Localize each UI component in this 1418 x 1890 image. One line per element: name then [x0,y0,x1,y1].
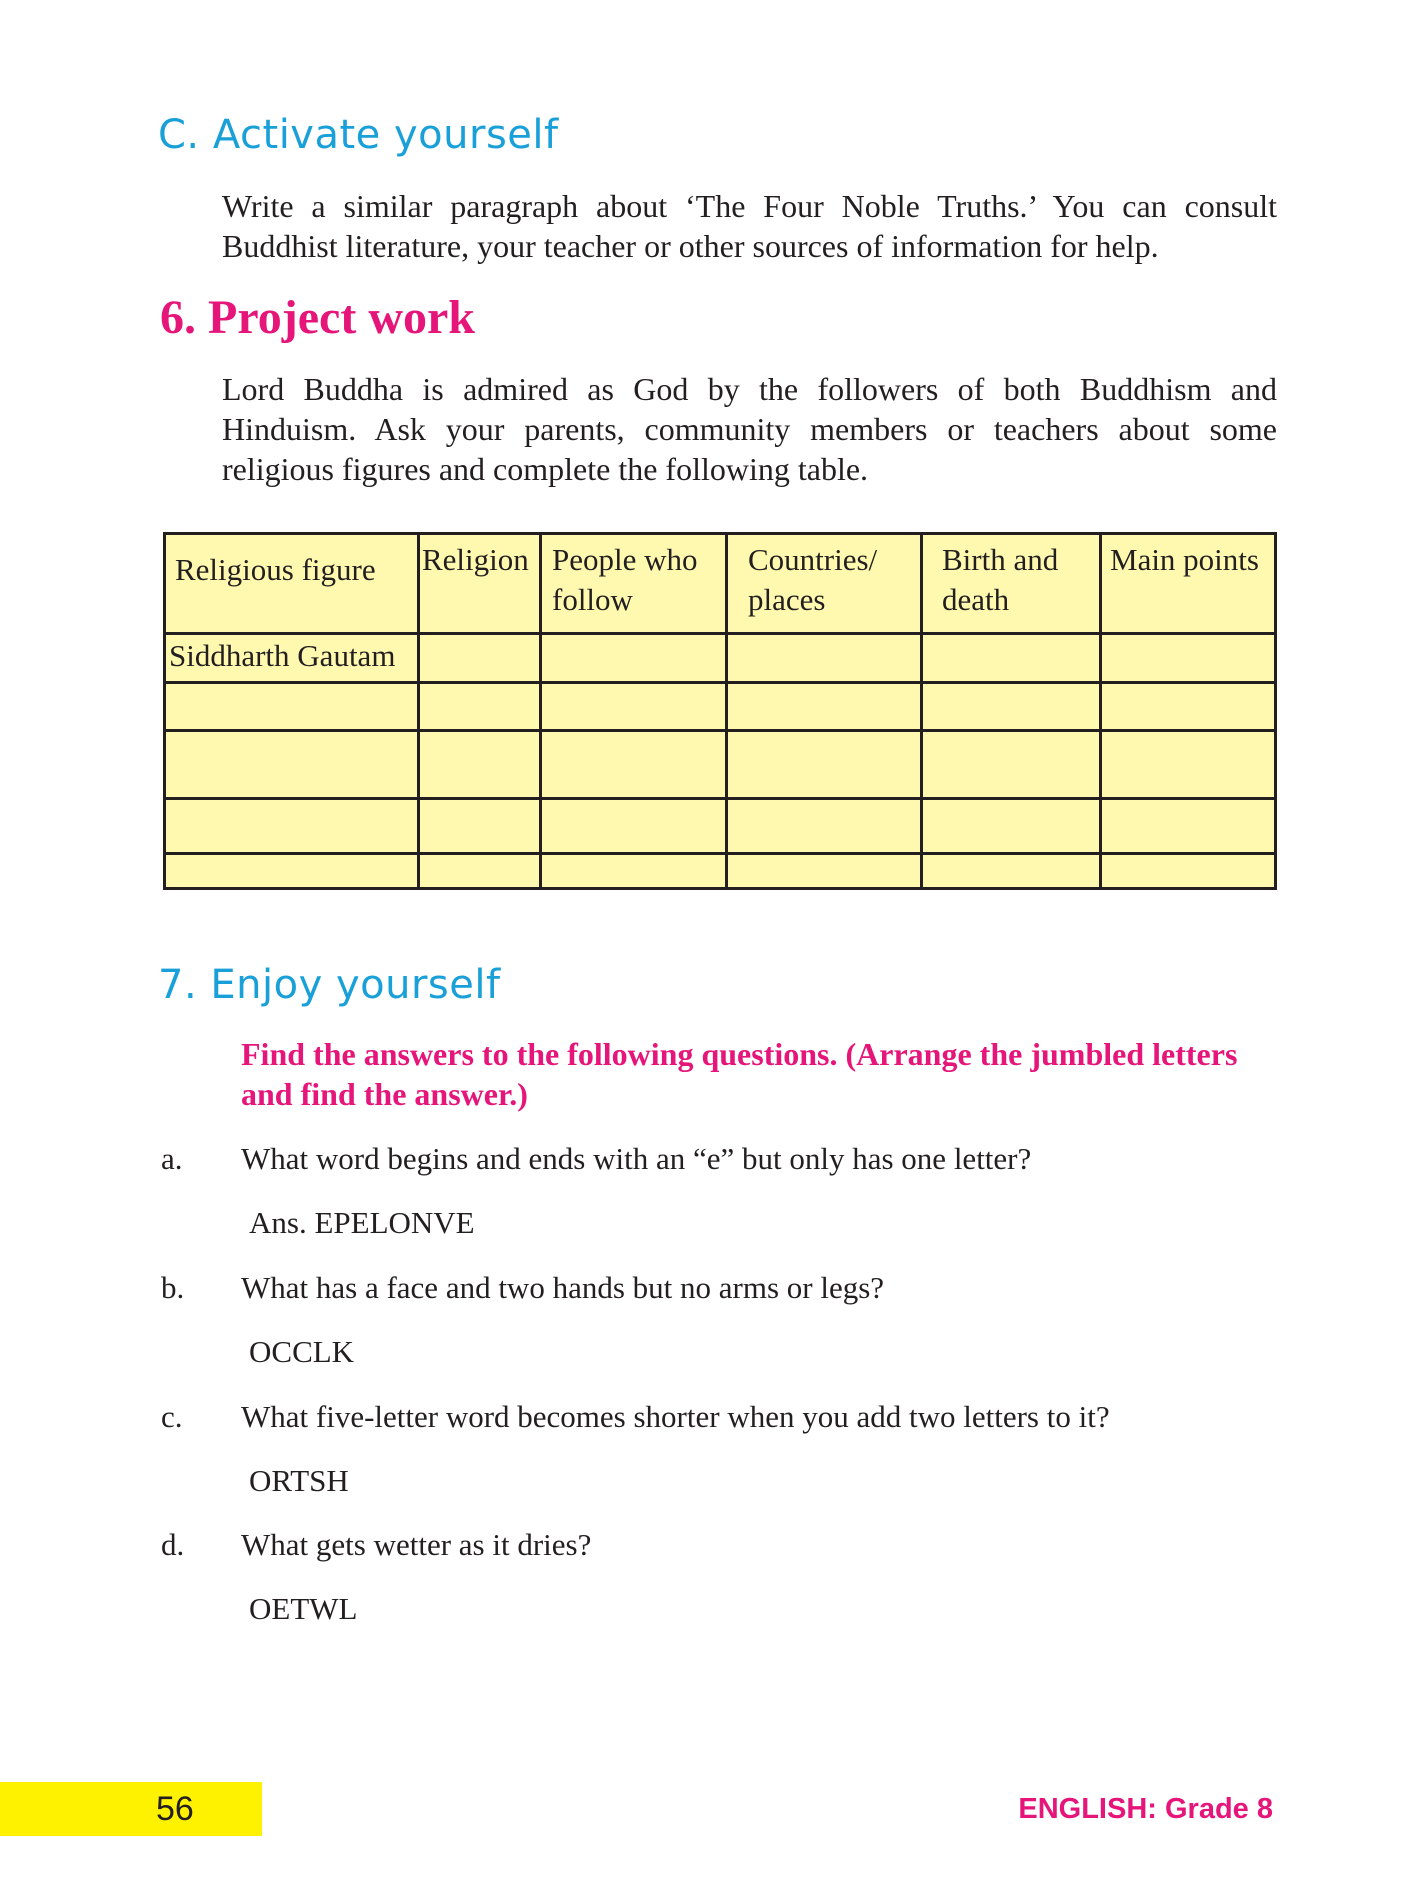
header-birth-death-line2: death [942,582,1010,617]
header-countries-line1: Countries/ [748,542,878,577]
section-6-paragraph: Lord Buddha is admired as God by the followers of both Buddhism and Hinduism. Ask your parents, community members or teachers about some religious figures and complete the following table. [222,371,1277,487]
header-religion: Religion [422,542,529,577]
header-birth-death-line1: Birth and [942,542,1059,577]
section-6-heading: 6. Project work [160,291,475,344]
section-7-heading: 7. Enjoy yourself [158,962,501,1008]
question-b-text: What has a face and two hands but no arms or legs? [241,1270,885,1305]
header-main-points: Main points [1110,542,1259,577]
header-people-who-follow-line2: follow [552,582,633,617]
question-b-label: b. [161,1270,185,1305]
question-a-label: a. [161,1141,183,1176]
header-religious-figure: Religious figure [175,552,376,587]
question-d-answer: OETWL [249,1591,358,1626]
header-people-who-follow-line1: People who [552,542,698,577]
question-c-label: c. [161,1399,183,1434]
section-c-paragraph: Write a similar paragraph about ‘The Four Noble Truths.’ You can consult Buddhist literature, your teacher or other sources of information for help. [222,188,1277,264]
question-a-text: What word begins and ends with an “e” but only has one letter? [241,1141,1032,1176]
book-title: ENGLISH: Grade 8 [1018,1793,1273,1825]
page-number-tab [0,1782,262,1836]
question-b-answer: OCCLK [249,1334,355,1369]
question-c-answer: ORTSH [249,1463,349,1498]
section-c-heading: C. Activate yourself [158,112,559,158]
header-countries-line2: places [748,582,826,617]
question-d-label: d. [161,1527,185,1562]
question-d-text: What gets wetter as it dries? [241,1527,592,1562]
page-number: 56 [156,1790,194,1828]
question-a-answer: Ans. EPELONVE [249,1205,475,1240]
question-c-text: What five-letter word becomes shorter when you add two letters to it? [241,1399,1110,1434]
section-7-instruction: Find the answers to the following questions. (Arrange the jumbled letters and find the answer.) [241,1036,1238,1112]
row-siddharth-gautam: Siddharth Gautam [169,638,396,673]
religious-figures-table [163,532,1277,890]
